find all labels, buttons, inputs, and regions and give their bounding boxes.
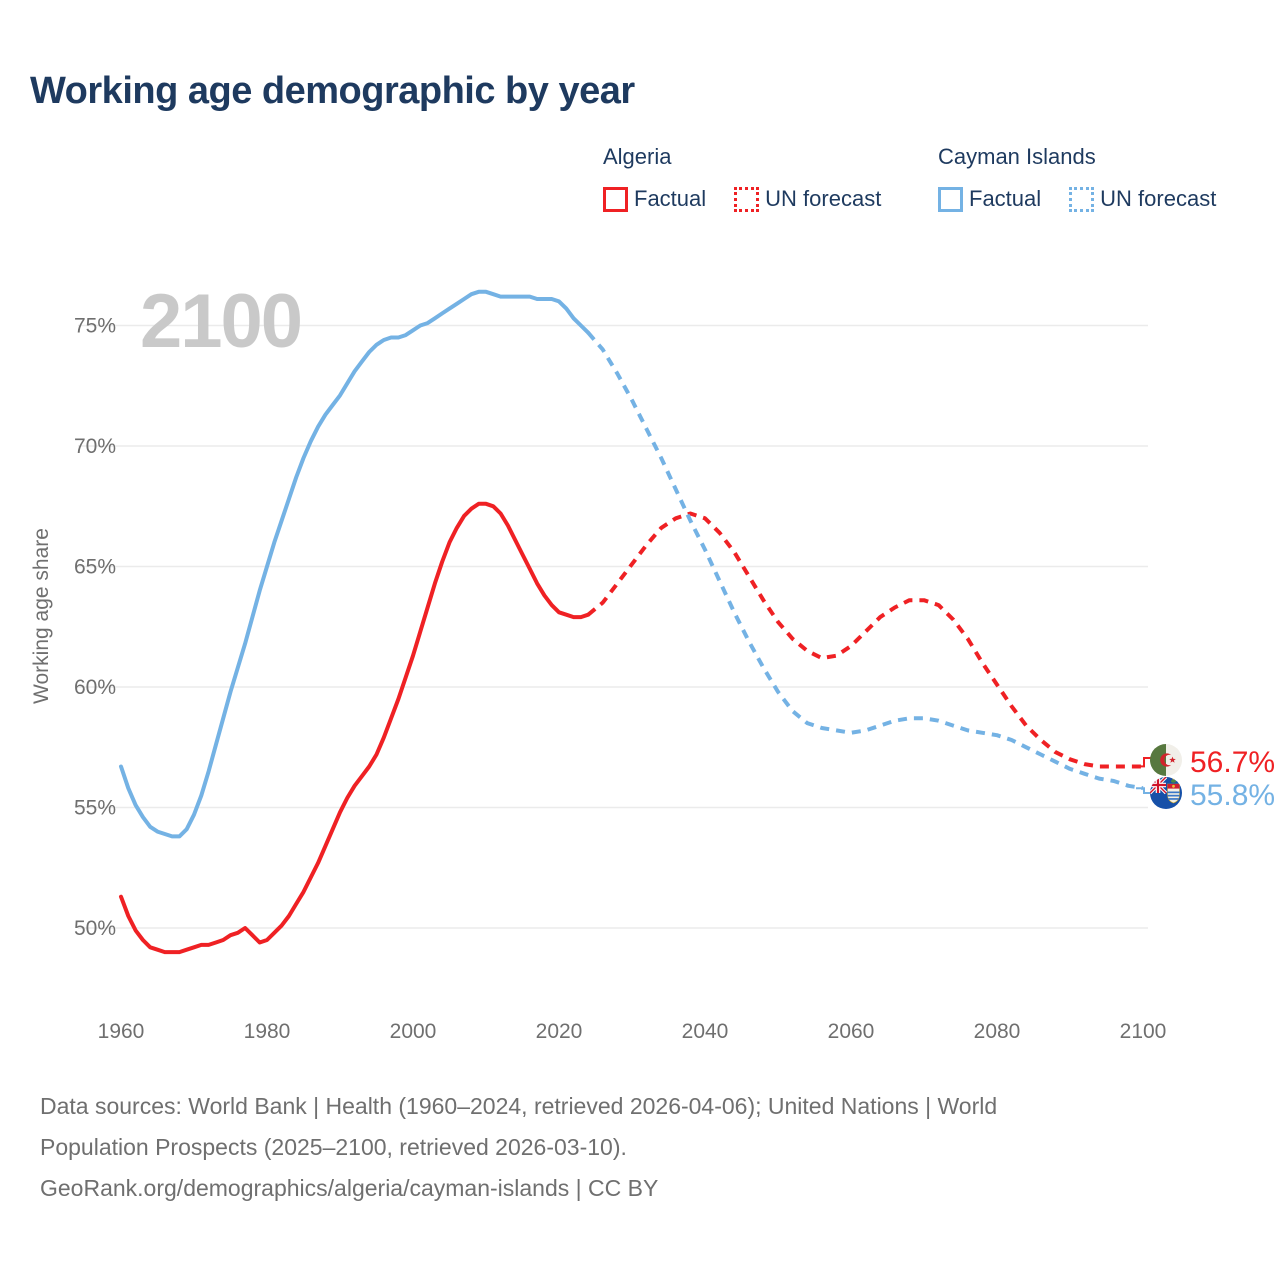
x-tick-label: 1960 (97, 1020, 145, 1043)
x-tick-label: 2020 (535, 1020, 583, 1043)
watermark-year: 2100 (140, 279, 302, 364)
legend-country-algeria: Algeria (603, 144, 672, 169)
x-axis-tick-labels (98, 1020, 1167, 1043)
x-tick-label: 2060 (827, 1020, 875, 1043)
legend-label-cayman-factual: Factual (969, 186, 1042, 211)
footer-line-2: Population Prospects (2025–2100, retrieved 2026-03-10). (40, 1134, 627, 1160)
footer-line-1: Data sources: World Bank | Health (1960–2024, retrieved 2026-04-06); United Nations | World (40, 1093, 998, 1119)
y-tick-label: 70% (73, 435, 116, 458)
legend-label-algeria-forecast: UN forecast (765, 186, 882, 211)
series-algeria-factual-line (121, 504, 588, 952)
data-series-lines (121, 292, 1143, 952)
series-cayman-islands-forecast-line (588, 333, 1143, 789)
y-tick-label: 75% (73, 314, 116, 338)
data-sources-footer (40, 1086, 1220, 1209)
y-tick-label: 60% (73, 676, 116, 699)
end-value-label-algeria: 56.7% (1190, 746, 1276, 779)
leader-line-cayman (1136, 788, 1151, 793)
series-cayman-islands-factual-line (121, 292, 588, 837)
legend-label-cayman-forecast: UN forecast (1100, 186, 1217, 211)
y-axis-tick-labels (74, 315, 116, 941)
page-title: Working age demographic by year (30, 70, 635, 112)
x-tick-label: 2080 (973, 1020, 1021, 1043)
legend-label-algeria-factual: Factual (634, 186, 707, 211)
y-tick-label: 55% (73, 796, 116, 820)
gridlines (78, 326, 1148, 929)
x-tick-label: 2100 (1119, 1020, 1167, 1043)
y-tick-label: 50% (73, 917, 116, 940)
cayman-islands-flag-icon (1150, 777, 1182, 809)
footer-line-3: GeoRank.org/demographics/algeria/cayman-islands | CC BY (40, 1175, 659, 1201)
x-tick-label: 1980 (243, 1020, 291, 1043)
y-tick-label: 65% (73, 555, 116, 579)
legend-country-cayman: Cayman Islands (938, 144, 1096, 169)
x-tick-label: 2040 (681, 1020, 729, 1043)
series-algeria-forecast-line (588, 514, 1143, 767)
y-axis-title: Working age share (30, 528, 53, 704)
algeria-flag-icon (1150, 744, 1182, 776)
end-value-label-cayman: 55.8% (1190, 779, 1276, 812)
x-tick-label: 2000 (389, 1020, 437, 1043)
